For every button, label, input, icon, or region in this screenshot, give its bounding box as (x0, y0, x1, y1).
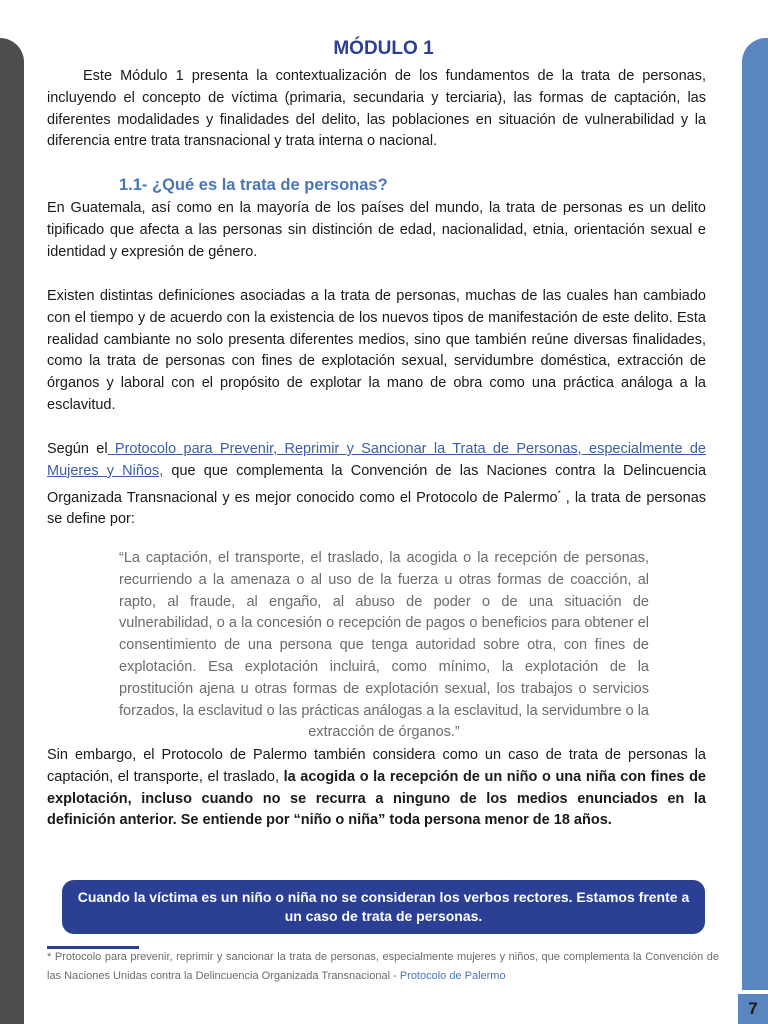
protocol-link[interactable]: Protocolo para Prevenir, Reprimir y Sancionar la Trata de Personas, especialmente de Mujeres y Niños, (47, 441, 706, 479)
callout-box (62, 880, 705, 934)
paragraph-4 (47, 745, 706, 832)
callout-text: Cuando la víctima es un niño o niña no se consideran los verbos rectores. Estamos frente a un caso de trata de personas. (77, 889, 690, 924)
paragraph-4-normal: Sin embargo, el Protocolo de Palermo también considera como un caso de trata de personas la captación, el transporte, el traslado, (47, 747, 706, 785)
left-side-bar (0, 38, 24, 1024)
module-title: MÓDULO 1 (333, 38, 434, 59)
right-side-bar (742, 38, 768, 990)
intro-paragraph: Este Módulo 1 presenta la contextualización de los fundamentos de la trata de personas, incluyendo el concepto de víctima (primaria, secundaria y terciaria), las formas de captación, las diferentes modalidades y finalidades del delito, las poblaciones en situación de vulnerabilidad y la diferencia entre trata transnacional y trata interna o nacional. (47, 68, 706, 150)
paragraph-3-prefix: Según el (47, 441, 108, 457)
paragraph-4-bold: la acogida o la recepción de un niño o una niña con fines de explotación, incluso cuando no se recurra a ninguno de los medios enunciados en la definición anterior. Se entiende por “niño o niña” toda persona menor de 18 años. (47, 768, 706, 829)
paragraph-1: En Guatemala, así como en la mayoría de los países del mundo, la trata de personas es un delito tipificado que afecta a las personas sin distinción de edad, nacionalidad, etnia, orientación sexual e identidad y expresión de género. (47, 200, 706, 260)
paragraph-3-suffix: , la trata de personas se define por: (47, 489, 707, 528)
page-number: 7 (738, 994, 768, 1024)
footnote-marker: * (557, 488, 561, 498)
footnote-link[interactable]: Protocolo de Palermo (399, 970, 506, 982)
definition-quote: “La captación, el transporte, el traslado, la acogida o la recepción de personas, recurriendo a la amenaza o al uso de la fuerza u otras formas de coacción, al rapto, al fraude, al engaño, al abuso de poder o de una situación de vulnerabilidad, o a la concesión o recepción de pagos o beneficios para obtener el consentimiento de una persona que tenga autoridad sobre otra, con fines de explotación. Esa explotación incluirá, como mínimo, la explotación de la prostitución ajena u otras formas de explotación sexual, los trabajos o servicios forzados, la esclavitud o las prácticas análogas a la esclavitud, la servidumbre o la extracción de órganos.” (119, 550, 649, 741)
section-heading: 1.1- ¿Qué es la trata de personas? (119, 176, 388, 194)
paragraph-3-middle: que que complementa la Convención de las Naciones contra la Delincuencia Organizada Transnacional y es mejor conocido como el Protocolo de Palermo (47, 462, 707, 506)
footnote-text: * Protocolo para prevenir, reprimir y sancionar la trata de personas, especialmente mujeres y niños, que complementa la Convención de las Naciones Unidas contra la Delincuencia Organizada Transnacional - (47, 951, 719, 982)
paragraph-3 (47, 439, 706, 531)
paragraph-2: Existen distintas definiciones asociadas a la trata de personas, muchas de las cuales han cambiado con el tiempo y de acuerdo con la existencia de los nuevos tipos de manifestación de este delito. Esta realidad cambiante no solo presenta diferentes medios, sino que también reúne diversas finalidades, como la trata de personas con fines de explotación sexual, servidumbre doméstica, extracción de órganos y laboral con el propósito de explotar la mano de obra como una práctica análoga a la esclavitud. (47, 288, 706, 413)
footnote (47, 948, 719, 986)
